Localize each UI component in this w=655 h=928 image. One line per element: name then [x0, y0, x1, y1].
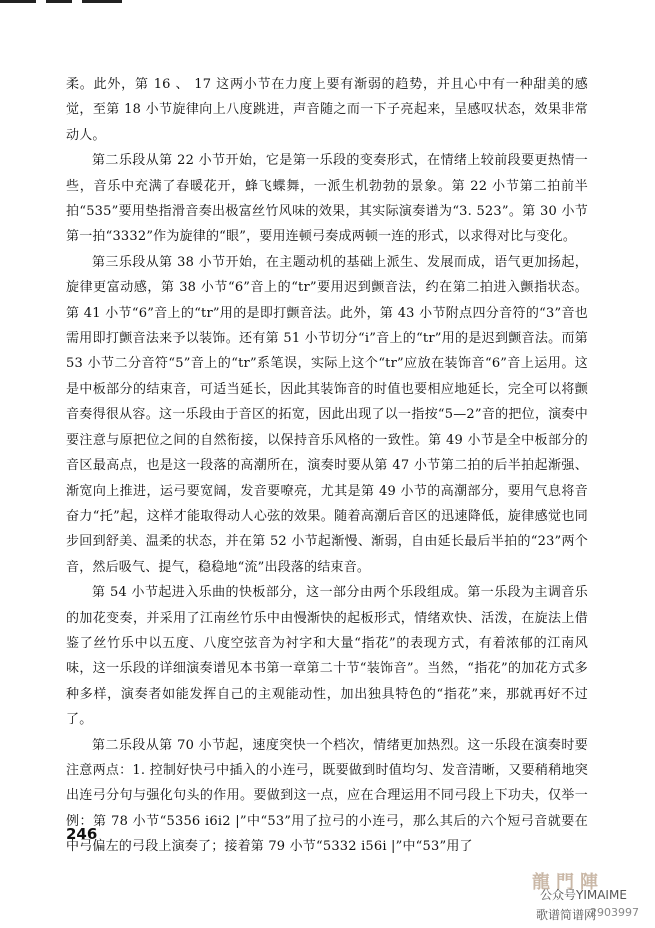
- watermark-site-name: 歌谱简谱网: [536, 908, 597, 922]
- watermark-id: 2903997: [590, 906, 639, 919]
- paragraph-5: 第二乐段从第 70 小节起，速度突快一个档次，情绪更加热烈。这一乐段在演奏时要注意两点：1. 控制好快弓中插入的小连弓，既要做到时值均匀、发音清晰，又要稍稍地突出连弓分句与强化句头的作用。要做到这一点，应在合理运用不同弓段上下功夫，仅举一例：第 78 小节“5356 i6i2 |”中“53”用了拉弓的小连弓，那么其后的六个短弓音就要在中弓偏左的弓段上演奏了；接着第 79 小节“5332 i56i |”中“53”用了: [66, 737, 588, 855]
- page-body: [66, 72, 588, 860]
- watermark-account: 公众号YIMAIME: [540, 888, 627, 902]
- paragraph-1: 柔。此外，第 16 、 17 这两小节在力度上要有渐弱的趋势，并且心中有一种甜美的感觉，至第 18 小节旋律向上八度跳进，声音随之而一下子亮起来，呈感叹状态，效果非常动人。: [66, 77, 588, 143]
- watermark-logo: 龍門陣: [532, 872, 604, 893]
- page-number: 246: [66, 825, 98, 843]
- header-rule: [0, 0, 655, 6]
- paragraph-3: 第三乐段从第 38 小节开始，在主题动机的基础上派生、发展而成，语气更加扬起，旋律更富动感，第 38 小节“6”音上的“tr”要用迟到颤音法，约在第二拍进入颤指状态。第 41 小节“6”音上的“tr”用的是即打颤音法。此外，第 43 小节附点四分音符的“3”音也需用即打颤音法来予以装饰。还有第 51 小节切分“i”音上的“tr”用的是迟到颤音法。而第 53 小节二分音符“5”音上的“tr”系笔误，实际上这个“tr”应放在装饰音“6”音上运用。这是中板部分的结束音，可适当延长，因此其装饰音的时值也要相应地延长，完全可以将颤音奏得很从容。这一乐段由于音区的拓宽，因此出现了以一指按“5—2”音的把位，演奏中要注意与原把位之间的自然衔接，以保持音乐风格的一致性。第 49 小节是全中板部分的音区最高点，也是这一段落的高潮所在，演奏时要从第 47 小节第二拍的后半拍起渐强、渐宽向上推进，运弓要宽阔，发音要嘹亮，尤其是第 49 小节的高潮部分，要用气息将音奋力“托”起，这样才能取得动人心弦的效果。随着高潮后音区的迅速降低，旋律感觉也同步回到舒美、温柔的状态，并在第 52 小节起渐慢、渐弱，自由延长最后半拍的“23”两个音，然后吸气、提气，稳稳地“流”出段落的结束音。: [66, 254, 588, 575]
- paragraph-2: 第二乐段从第 22 小节开始，它是第一乐段的变奏形式，在情绪上较前段要更热情一些，音乐中充满了春暖花开，蜂飞蝶舞，一派生机勃勃的景象。第 22 小节第二拍前半拍“535”要用垫指滑音奏出极富丝竹风味的效果，其实际演奏谱为“3. 523”。第 30 小节第一拍“3332”作为旋律的“眼”，要用连顿弓奏成两顿一连的形式，以求得对比与变化。: [66, 153, 588, 245]
- paragraph-4: 第 54 小节起进入乐曲的快板部分，这一部分由两个乐段组成。第一乐段为主调音乐的加花变奏，并采用了江南丝竹乐中由慢渐快的起板形式，情绪欢快、活泼，在旋法上借鉴了丝竹乐中以五度、八度空弦音为衬字和大量“指花”的表现方式，有着浓郁的江南风味，这一乐段的详细演奏谱见本书第一章第二十节“装饰音”。当然，“指花”的加花方式多种多样，演奏者如能发挥自己的主观能动性，加出独具特色的“指花”来，那就再好不过了。: [66, 585, 588, 728]
